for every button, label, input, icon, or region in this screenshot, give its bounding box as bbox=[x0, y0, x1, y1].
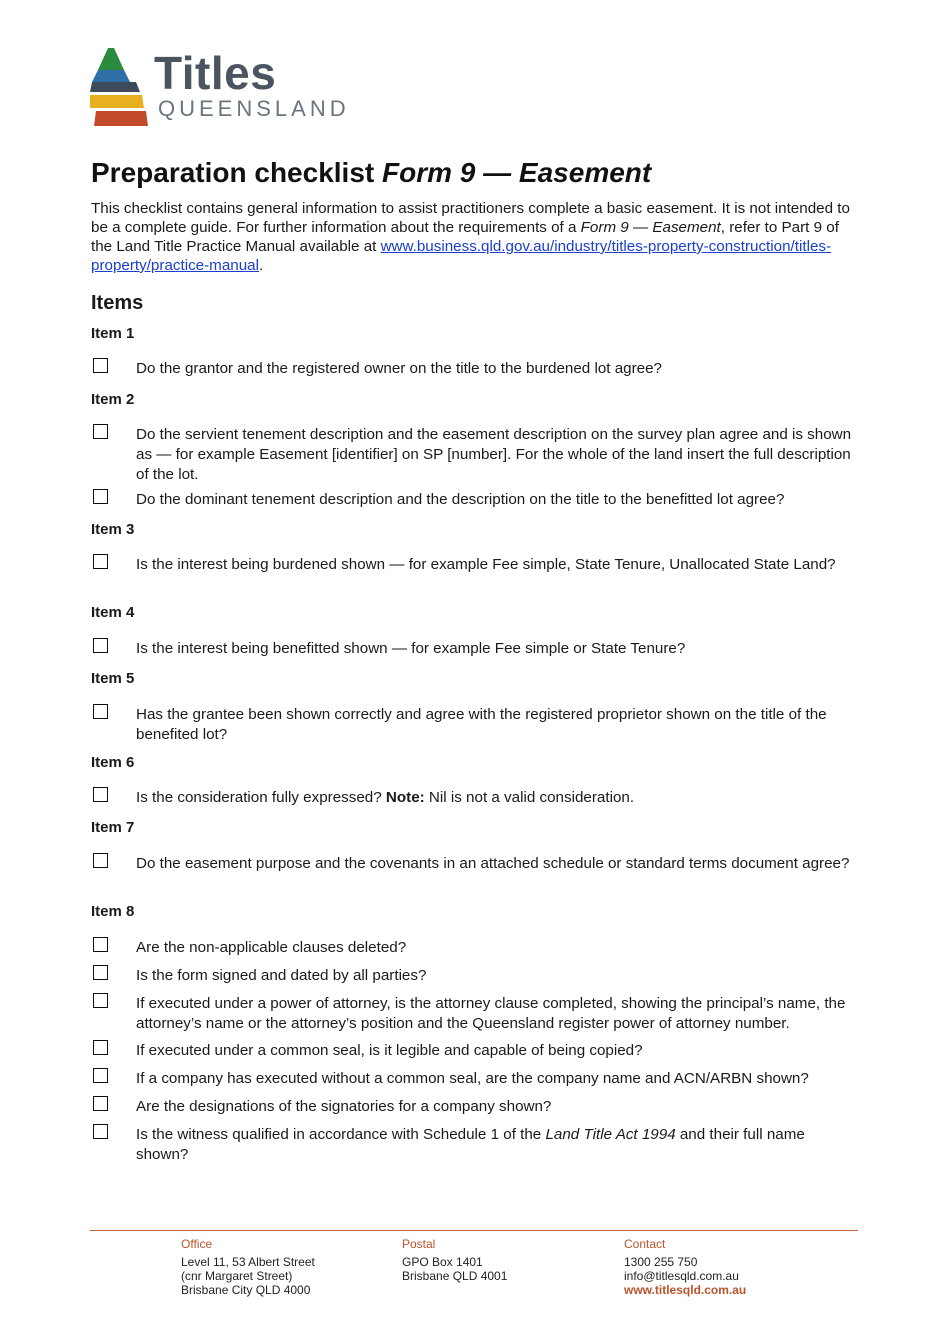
checkbox[interactable] bbox=[93, 1040, 108, 1055]
item-7-label: Item 7 bbox=[91, 819, 135, 836]
logo-subtitle: QUEENSLAND bbox=[158, 96, 350, 121]
title-prefix: Preparation checklist bbox=[91, 157, 375, 188]
footer-office-heading: Office bbox=[181, 1237, 213, 1251]
footer-postal-line: GPO Box 1401 bbox=[402, 1255, 483, 1269]
item-1-label: Item 1 bbox=[91, 325, 135, 342]
question-main-text: Is the witness qualified in accordance with Schedule 1 of the bbox=[136, 1126, 546, 1143]
intro-text-1: This checklist contains general information to assist practitioners complete a basic easement. It is not intended to be a complete guide. For further information about the requirements of a bbox=[91, 200, 850, 236]
question-text: Are the designations of the signatories for a company shown? bbox=[136, 1098, 552, 1115]
intro-text-2: , refer to Part 9 of the Land Title Practice Manual available at bbox=[91, 219, 839, 255]
practice-manual-link[interactable]: www.business.qld.gov.au/industry/titles-property-construction/titles-property/practice-manual bbox=[91, 238, 832, 274]
question-text: Do the dominant tenement description and the description on the title to the benefitted lot agree? bbox=[136, 491, 785, 508]
checkbox[interactable] bbox=[93, 1068, 108, 1083]
question-text: Is the interest being burdened shown — for example Fee simple, State Tenure, Unallocated State Land? bbox=[136, 556, 836, 573]
checkbox[interactable] bbox=[93, 965, 108, 980]
logo-mark-icon bbox=[88, 48, 150, 128]
checkbox[interactable] bbox=[93, 1096, 108, 1111]
footer-postal bbox=[402, 1237, 507, 1283]
question-text: If a company has executed without a common seal, are the company name and ACN/ARBN shown? bbox=[136, 1070, 809, 1087]
footer-postal-line: Brisbane QLD 4001 bbox=[402, 1269, 508, 1283]
footer-office-line: Level 11, 53 Albert Street bbox=[181, 1255, 315, 1269]
footer-office-line: Brisbane City QLD 4000 bbox=[181, 1283, 311, 1297]
checkbox[interactable] bbox=[93, 638, 108, 653]
checkbox[interactable] bbox=[93, 853, 108, 868]
title-form-name: Form 9 — Easement bbox=[382, 157, 652, 188]
item-3-label: Item 3 bbox=[91, 521, 135, 538]
footer-contact-heading: Contact bbox=[624, 1237, 666, 1251]
footer-phone: 1300 255 750 bbox=[624, 1255, 698, 1269]
question-text: Has the grantee been shown correctly and agree with the registered proprietor shown on the title of the benefited lot? bbox=[136, 706, 827, 743]
item-4-label: Item 4 bbox=[91, 604, 135, 621]
page-title bbox=[91, 156, 651, 190]
checkbox[interactable] bbox=[93, 704, 108, 719]
checkbox[interactable] bbox=[93, 993, 108, 1008]
checkbox[interactable] bbox=[93, 787, 108, 802]
note-label: Note: bbox=[385, 789, 425, 806]
question-text: If executed under a common seal, is it legible and capable of being copied? bbox=[136, 1042, 643, 1059]
item-2-label: Item 2 bbox=[91, 391, 135, 408]
item-6-label: Item 6 bbox=[91, 754, 135, 771]
footer-email: info@titlesqld.com.au bbox=[624, 1269, 739, 1283]
footer-website-link[interactable]: www.titlesqld.com.au bbox=[624, 1283, 747, 1297]
logo-title: Titles bbox=[154, 47, 277, 99]
act-name: Land Title Act 1994 bbox=[545, 1126, 676, 1143]
items-heading: Items bbox=[91, 292, 144, 314]
question-text: Is the form signed and dated by all parties? bbox=[136, 967, 427, 984]
intro-form-ref: Form 9 — Easement bbox=[580, 219, 721, 236]
question-text bbox=[136, 1125, 861, 1165]
footer-contact bbox=[624, 1237, 746, 1297]
checkbox[interactable] bbox=[93, 1124, 108, 1139]
question-text: If executed under a power of attorney, is the attorney clause completed, showing the principal’s name, the attorney’s name or the attorney’s position and the Queensland register power of attorney number. bbox=[136, 995, 846, 1032]
question-text: Are the non-applicable clauses deleted? bbox=[136, 939, 407, 956]
question-main-text: Is the consideration fully expressed? bbox=[136, 789, 386, 806]
note-text: Nil is not a valid consideration. bbox=[424, 789, 635, 806]
intro-text-3: . bbox=[258, 257, 264, 274]
checkbox[interactable] bbox=[93, 358, 108, 373]
question-text: Do the easement purpose and the covenants in an attached schedule or standard terms document agree? bbox=[136, 855, 850, 872]
checkbox[interactable] bbox=[93, 554, 108, 569]
footer-postal-heading: Postal bbox=[402, 1237, 436, 1251]
titles-queensland-logo bbox=[88, 48, 358, 128]
item-8-label: Item 8 bbox=[91, 903, 135, 920]
question-text bbox=[136, 788, 861, 808]
footer-office bbox=[181, 1237, 315, 1297]
question-text: Is the interest being benefitted shown — for example Fee simple or State Tenure? bbox=[136, 640, 686, 657]
question-text: Do the grantor and the registered owner on the title to the burdened lot agree? bbox=[136, 360, 663, 377]
checkbox[interactable] bbox=[93, 937, 108, 952]
item-5-label: Item 5 bbox=[91, 670, 135, 687]
footer-divider bbox=[90, 1230, 858, 1231]
question-tail-text: and their full name shown? bbox=[136, 1126, 805, 1163]
footer-office-line: (cnr Margaret Street) bbox=[181, 1269, 293, 1283]
checkbox[interactable] bbox=[93, 424, 108, 439]
checkbox[interactable] bbox=[93, 489, 108, 504]
intro-paragraph bbox=[91, 199, 851, 275]
question-text: Do the servient tenement description and the easement description on the survey plan agree and is shown as — for example Easement [identifier] on SP [number]. For the whole of the land insert the full description of the lot. bbox=[136, 426, 852, 483]
